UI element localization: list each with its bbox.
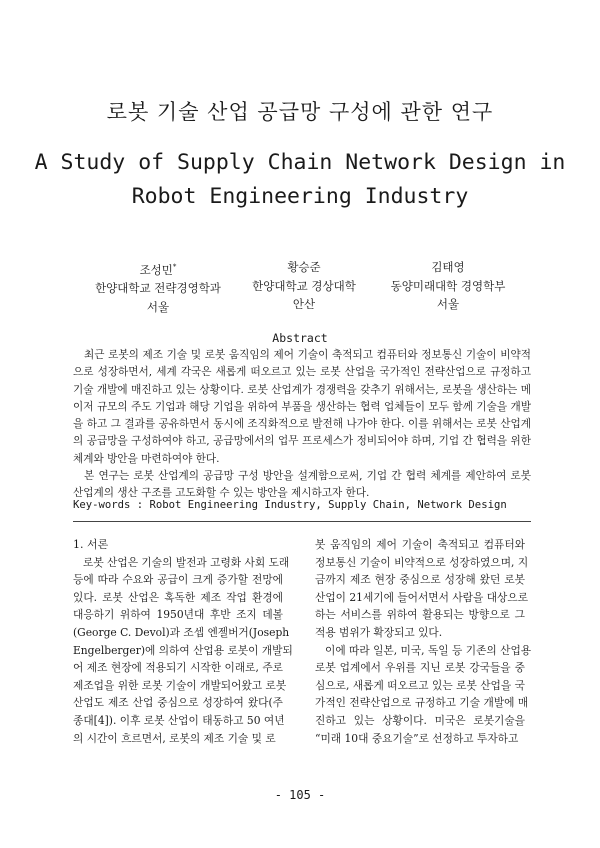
body-text-line: 진하고 있는 상황이다. 미국은 로봇기술을 — [315, 713, 525, 727]
body-text-line: 심으로, 새롭게 떠오르고 있는 로봇 산업을 국 — [315, 678, 525, 692]
body-text-line: 산업이 21세기에 들어서면서 사람을 대상으로 — [315, 590, 529, 604]
body-text-line: 적용 범위가 확장되고 있다. — [315, 625, 443, 639]
body-text-line: (George C. Devol)과 조셉 엔젤버거(Joseph — [73, 625, 290, 639]
keywords: Key-words : Robot Engineering Industry, Supply Chain, Network Design — [73, 499, 507, 511]
section-heading: 1. 서론 — [73, 538, 109, 551]
author-location: 서울 — [146, 299, 170, 314]
author-location: 안산 — [292, 297, 316, 311]
body-text-line: 등에 따라 수요와 공급이 크게 증가할 전망에 — [73, 573, 283, 587]
title-english — [0, 146, 600, 214]
abstract-paragraph: 본 연구는 로봇 산업계의 공급망 구성 방안을 설계함으로써, 기업 간 협력 체계를 제안하여 로봇 산업계의 생산 구조를 고도화할 수 있는 방안을 제시하고자 한다. — [73, 470, 531, 500]
section-divider — [73, 521, 531, 522]
body-text-line: 대응하기 위하여 1950년대 후반 조지 데볼 — [73, 608, 283, 622]
author-name: 조성민* — [139, 262, 177, 277]
author-name: 김태영 — [431, 260, 465, 274]
body-text-line: 봇 움직임의 제어 기술이 축적되고 컴퓨터와 — [315, 538, 525, 551]
body-text-line: 종대[4]). 이후 로봇 산업이 태동하고 50 여년 — [73, 713, 285, 727]
body-text-line: “미래 10대 중요기술”로 선정하고 투자하고 — [315, 731, 519, 745]
body-text-line: Engelberger)에 의하여 산업용 로봇이 개발되 — [73, 643, 293, 657]
author-block — [363, 258, 533, 314]
abstract-paragraph: 최근 로봇의 제조 기술 및 로봇 움직임의 제어 기술이 축적되고 컴퓨터와 정보통신 기술이 비약적으로 성장하면서, 세계 각국은 새롭게 떠오르고 있는 로봇 산업을 국가적인 전략산업으로 규정하고 기술 개발에 매진하고 있는 상황이다. 로봇 산업계가 경쟁력을 갖추기 위해서는, 로봇을 생산하는 메이저 규모의 주도 기업과 해당 기업을 위하여 부품을 생산하는 협력 업체들이 모두 함께 기술을 개발을 하고 그 결과를 공유하면서 동시에 조직화적으로 발전해 나가야 한다. 이를 위해서는 로봇 산업계의 공급망을 구성하여야 하고, 공급망에서의 업무 프로세스가 정비되어야 하며, 기업 간 협력을 위한 체계와 방안을 마련하여야 한다. — [73, 349, 531, 465]
author-affiliation: 한양대학교 전략경영학과 — [95, 281, 221, 296]
body-text-line: 제조업을 위한 로봇 기술이 개발되어왔고 로봇 — [73, 678, 287, 692]
body-text-line: 산업도 제조 산업 중심으로 성장하여 왔다(주 — [73, 696, 283, 710]
body-text-line: 로봇 산업은 기술의 발전과 고령화 사회 도래 — [83, 555, 290, 569]
body-text-line: 로봇 업계에서 우위를 지닌 로봇 강국들을 중 — [315, 661, 525, 675]
body-text-line: 금까지 제조 현장 중심으로 성장해 왔던 로봇 — [315, 573, 525, 587]
title-korean: 로봇 기술 산업 공급망 구성에 관한 연구 — [106, 100, 494, 124]
author-block — [73, 258, 243, 316]
author-affiliation: 동양미래대학 경영학부 — [390, 278, 506, 293]
body-text-line: 이에 따라 일본, 미국, 독일 등 기존의 산업용 — [325, 643, 532, 657]
title-english-line: Robot Engineering Industry — [131, 184, 469, 209]
body-text-line: 의 시간이 흐르면서, 로봇의 제조 기술 및 로 — [73, 731, 276, 745]
body-column-right — [315, 536, 532, 747]
body-text-line: 가적인 전략산업으로 규정하고 기술 개발에 매 — [315, 696, 529, 710]
abstract-heading: Abstract — [272, 331, 328, 345]
author-affiliation: 한양대학교 경상대학 — [252, 278, 356, 293]
body-text-line: 있다. 로봇 산업은 혹독한 제조 작업 환경에 — [73, 590, 283, 604]
title-english-line: A Study of Supply Chain Network Design in — [34, 150, 566, 175]
page-number: - 105 - — [274, 788, 326, 802]
body-text-line: 하는 서비스를 위하여 활용되는 방향으로 그 — [315, 608, 525, 622]
body-text-line: 어 제조 현장에 적용되기 시작한 이래로, 주로 — [73, 661, 283, 675]
body-column-left — [73, 536, 293, 747]
author-mark: * — [172, 263, 177, 271]
abstract-body — [73, 347, 531, 503]
author-location: 서울 — [436, 297, 460, 311]
author-name: 황승준 — [287, 260, 321, 274]
body-text-line: 정보통신 기술이 비약적으로 성장하였으며, 지 — [315, 555, 529, 569]
